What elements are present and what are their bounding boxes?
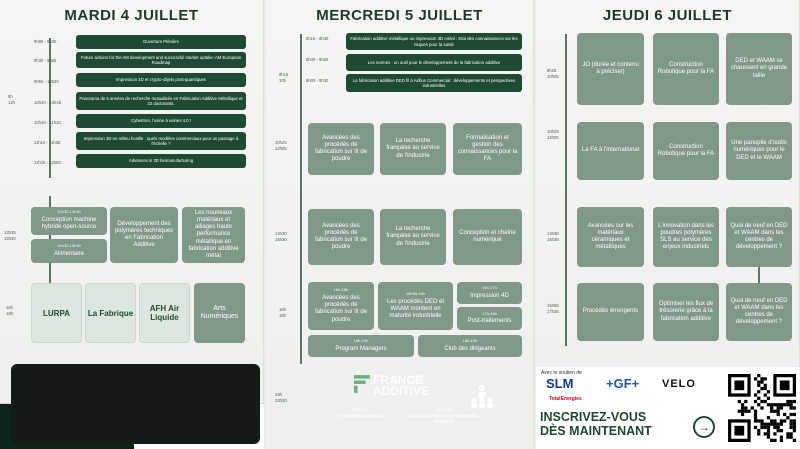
session-box[interactable]: Conception et chaîne numérique (453, 209, 522, 265)
session-box[interactable]: Formalisation et gestion des connaissances pour la FA (453, 123, 522, 175)
event-ag[interactable] (330, 407, 390, 419)
session-box[interactable] (457, 282, 522, 304)
day1-title: MARDI 4 JUILLET (64, 7, 199, 24)
time-label: 9h55 - 10h20 (34, 79, 59, 84)
time-range: 15h55 17h35 (547, 303, 559, 314)
qr-code[interactable] (728, 374, 796, 442)
session-box[interactable]: JO (durée et contenu à préciser) (577, 33, 644, 105)
session-box[interactable]: Les nouveaux matériaux et alliages haute performance métallique en fabrication additive métal (182, 207, 245, 263)
session-time: 17h-18h (482, 310, 497, 316)
pleniere-item[interactable]: Advances in 3D biomanufacturing (76, 154, 246, 168)
session-box[interactable] (378, 282, 453, 330)
pleniere-item[interactable]: Les normes : un outil pour le développement de la fabrication additive (346, 54, 522, 71)
time-label: 10h45 - 11h10 (34, 120, 61, 125)
pleniere-item[interactable]: Ouverture Plénière (76, 35, 246, 49)
time-label: 9h05 - 9h30 (34, 39, 57, 44)
timeline-line (300, 34, 302, 364)
time-range: 13h30 15h35 (547, 231, 559, 242)
pleniere-item[interactable]: Impression 3D en milieu hostile : quels modèles commerciaux pour un passage à l'échelle ? (76, 132, 246, 150)
timeline-line (565, 34, 567, 346)
session-time: 16h-18h (333, 287, 349, 293)
session-box[interactable]: La FA à l'international (577, 122, 644, 180)
session-box[interactable]: Développement des polymères techniques en Fabrication Additive (110, 207, 178, 263)
time-range: 8h25 10h05 (547, 68, 559, 79)
session-time: 18h-19h (462, 338, 478, 343)
session-box[interactable] (31, 239, 107, 263)
time-range: 13h35 15h30 (4, 230, 16, 241)
session-time: 15h55-18h (405, 290, 426, 296)
sponsor-slm-logo: SLM (546, 376, 574, 391)
pleniere-item[interactable]: Future actions for the AM development and successful market uptake: AM European Roadmap (76, 52, 246, 68)
time-range: 9h 12h (8, 94, 15, 105)
evening-event-block (11, 364, 260, 444)
session-title: Post-traitements (467, 318, 512, 325)
pleniere-item[interactable]: Impression 3D et crypto-objets post-quantiques (76, 73, 246, 87)
session-box[interactable] (457, 307, 522, 330)
day2-title: MERCREDI 5 JUILLET (316, 7, 483, 24)
time-label: 8h40 - 9h05 (306, 57, 329, 62)
event-time: 19h-20h (351, 407, 369, 412)
time-label: 11h10 - 11h35 (34, 140, 61, 145)
session-box[interactable]: Arts Numériques (194, 283, 245, 343)
cta-register[interactable] (540, 411, 652, 439)
pleniere-item[interactable]: La fabrication additive DED fil à Airbus Commercial : développements et perspectives industrielles (346, 74, 522, 92)
pleniere-item[interactable]: Panorama de 5 années de recherche mutualisée en Fabrication Additive Métallique et 22 doctorants. (76, 92, 246, 110)
session-title: Impression 4D (470, 292, 509, 299)
session-box[interactable]: Avancées sur les matériaux céramiques et métalliques (577, 207, 644, 267)
pleniere-item[interactable]: Cybertron, l'usine à usines 4.0 ! (76, 114, 246, 128)
session-time: 13h30-14h30 (57, 209, 81, 215)
session-box[interactable]: La recherche française au service de l'industrie (380, 123, 446, 175)
day3-title: JEUDI 6 JUILLET (602, 7, 733, 24)
session-time: 14h30-15h30 (57, 243, 81, 248)
session-box[interactable]: Avancées des procédés de fabrication sur lit de poudre (308, 123, 374, 175)
event-title: Assemblée Générale (337, 412, 383, 418)
session-title: Avancées des procédés de fabrication sur lit de poudre (314, 295, 368, 323)
sponsor-total-logo: TotalEnergies (549, 396, 582, 402)
qr-code-graphic (728, 374, 796, 442)
visit-box[interactable]: AFH Air Liquide (139, 283, 190, 343)
session-box[interactable]: DED et WAAM se chaussent en grande taille (726, 33, 792, 105)
session-box[interactable] (308, 282, 374, 330)
session-box[interactable]: Quoi de neuf en DED et WAAM dans les centres de développement ? (726, 207, 792, 267)
time-label: 11h35 - 12h00 (34, 160, 61, 165)
event-cocktail[interactable] (408, 407, 480, 425)
session-box[interactable]: Une panoplie d'outils numériques pour le DED et le WAAM (726, 122, 792, 180)
visit-box[interactable]: La Fabrique (85, 283, 136, 343)
cta-line-1: INSCRIVEZ-VOUS (540, 410, 647, 424)
time-label: 9h05 - 9h30 (306, 78, 329, 83)
session-box[interactable]: Construction Robotique pour la FA (653, 122, 719, 180)
sponsor-velo-logo: VELO (662, 378, 696, 390)
session-box[interactable] (308, 335, 414, 357)
sponsor-gf-logo: +GF+ (606, 376, 640, 391)
brand-name: FRANCE ADDITIVE (373, 373, 430, 399)
arrow-right-icon[interactable]: → (693, 416, 715, 438)
connector-line (758, 267, 760, 283)
session-title: Les procédés DED et WAAM montent en maturité industrielle (386, 298, 445, 319)
time-label: 9h30 - 9h55 (34, 58, 57, 63)
time-range: 10h25 12h05 (547, 129, 559, 140)
time-range: 19h 23h30 (275, 392, 287, 403)
cta-line-2: DÈS MAINTENANT (540, 423, 652, 438)
time-range: 10h25 12h05 (275, 140, 287, 151)
session-box[interactable]: Quoi de neuf en DED et WAAM dans les centres de développement ? (726, 283, 792, 341)
event-title: Cocktail dînatoire et remise des Trophées (410, 412, 478, 424)
session-box[interactable]: Avancées des procédés de fabrication sur lit de poudre (308, 209, 374, 265)
event-time: 20h-23h (435, 407, 453, 412)
pleniere-item[interactable]: Fabrication additive métallique ou impression 3D métal : Etat des connaissances sur les risques pour la santé (346, 33, 522, 50)
session-title: Club des dirigeants (444, 345, 496, 352)
session-box[interactable]: Construction Robotique pour la FA (653, 33, 719, 105)
sponsor-label: Avec le soutien de (541, 370, 582, 376)
session-time: 16h-17h (482, 285, 497, 290)
session-title: Conception machine hybride open-source (41, 217, 97, 231)
time-range: 8h15 10h (279, 72, 289, 83)
session-box[interactable] (418, 335, 522, 357)
time-range: 16h 18h (6, 305, 13, 316)
session-title: Alimentaire (53, 250, 84, 257)
time-label: 10h20 - 10h45 (34, 100, 62, 105)
session-box[interactable]: Procédés émergents (577, 283, 644, 341)
time-range: 16h 19h (279, 307, 286, 318)
session-box[interactable]: La recherche française au service de l'industrie (380, 209, 446, 265)
session-time: 18h-19h (353, 338, 369, 343)
time-label: 8h15 - 8h40 (306, 36, 329, 41)
time-range: 13h30 15h30 (275, 231, 287, 242)
session-box[interactable] (31, 207, 107, 235)
visit-box[interactable]: LURPA (31, 283, 82, 343)
session-title: Program Managers (335, 345, 387, 352)
audience-icon (469, 383, 495, 409)
session-box[interactable]: L'innovation dans les poudres polymères SLS au service des enjeux industriels (653, 207, 719, 267)
session-box[interactable]: Optimiser les flux de trésorerie grâce à la fabrication additive (653, 283, 719, 341)
logo-icon (354, 375, 370, 393)
